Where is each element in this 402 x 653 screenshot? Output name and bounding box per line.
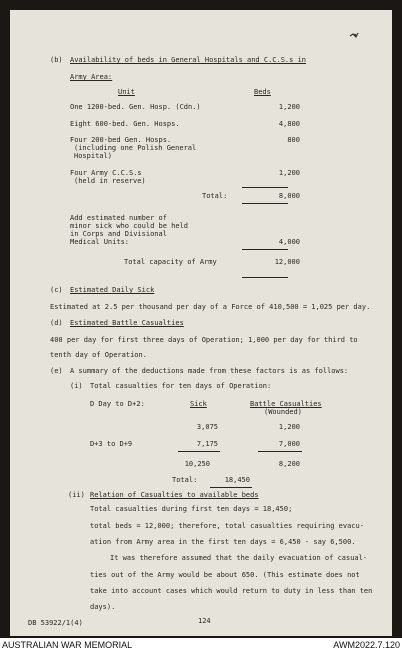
sub-i-label: (i) — [70, 382, 83, 390]
section-c-text: Estimated at 2.5 per thousand per day of a Force of 410,500 = 1,025 per day. — [50, 303, 371, 311]
page-number: 124 — [198, 617, 211, 625]
casualties-total-label: Total: — [172, 476, 198, 484]
section-d-label: (d) — [50, 319, 63, 327]
para-2-line-1: It was therefore assumed that the daily evacuation of casual- — [110, 554, 368, 562]
unit-row-3: Four 200-bed Gen. Hosps. — [70, 136, 172, 144]
col-beds-header: Beds — [254, 88, 271, 96]
section-b-heading: Availability of beds in General Hospitals and C.C.S.s in — [70, 56, 307, 64]
divider — [210, 487, 252, 488]
divider — [242, 249, 288, 250]
section-d-line-1: 400 per day for first three days of Operation; 1,000 per day for third to — [50, 336, 358, 344]
divider — [242, 277, 288, 278]
unit-row-2: Eight 600-bed. Gen. Hosps. — [70, 120, 180, 128]
total-label: Total: — [202, 192, 228, 200]
para-2-line-3: take into account cases which would return to duty in less than ten — [90, 587, 373, 595]
unit-row-3-line3: Hospital) — [74, 152, 112, 160]
archive-footer — [0, 638, 402, 653]
beds-row-3: 800 — [287, 136, 300, 144]
section-b-label: (b) — [50, 56, 63, 64]
col-unit-header: Unit — [118, 88, 135, 96]
sum-battle: 8,200 — [278, 460, 300, 468]
unit-row-4: Four Army C.C.S.s — [70, 169, 142, 177]
para-1-line-1: Total casualties during first ten days = 18,450; — [90, 505, 293, 513]
total-value: 8,000 — [278, 192, 300, 200]
add-line-2: minor sick who could be held — [70, 222, 189, 230]
sub-i-text: Total casualties for ten days of Operation: — [90, 382, 272, 390]
add-line-4: Medical Units: — [70, 238, 130, 246]
period-2-sick: 7,175 — [196, 440, 218, 448]
divider — [242, 203, 288, 204]
document-page — [10, 10, 392, 636]
ink-mark-icon — [348, 30, 360, 40]
beds-row-1: 1,200 — [278, 103, 300, 111]
col-battle-subheader: (Wounded) — [264, 408, 302, 416]
archive-reference: AWM2022.7.120 — [333, 640, 400, 650]
section-c-label: (c) — [50, 286, 63, 294]
document-reference: DB 53922/1(4) — [28, 619, 83, 627]
sub-ii-heading: Relation of Casualties to available beds — [90, 491, 259, 499]
section-b-heading-2: Army Area: — [70, 73, 113, 81]
section-e-intro: A summary of the deductions made from these factors is as follows: — [70, 367, 349, 375]
capacity-label: Total capacity of Army — [124, 258, 217, 266]
para-1-line-2: total beds = 12,000; therefore, total casualties requiring evacu- — [90, 522, 364, 530]
para-1-line-3: ation from Army area in the first ten days = 6,450 - say 6,500. — [90, 538, 356, 546]
unit-row-1: One 1200-bed. Gen. Hosp. (Cdn.) — [70, 103, 201, 111]
sub-ii-label: (ii) — [68, 491, 85, 499]
add-line-3: in Corps and Divisional — [70, 230, 167, 238]
period-2-battle: 7,000 — [278, 440, 300, 448]
casualties-total-value: 18,450 — [224, 476, 250, 484]
period-1-label: D Day to D+2: — [90, 400, 145, 408]
divider — [178, 451, 220, 452]
col-battle-header: Battle Casualties — [250, 400, 322, 408]
beds-row-2: 4,800 — [278, 120, 300, 128]
add-line-1: Add estimated number of — [70, 214, 167, 222]
divider — [258, 451, 302, 452]
para-2-line-4: days). — [90, 603, 116, 611]
period-1-sick: 3,075 — [196, 423, 218, 431]
period-2-label: D+3 to D+9 — [90, 440, 133, 448]
section-c-heading: Estimated Daily Sick — [70, 286, 155, 294]
para-2-line-2: ties out of the Army would be about 650. (This estimate does not — [90, 571, 360, 579]
capacity-value: 12,000 — [274, 258, 300, 266]
unit-row-4-line2: (held in reserve) — [74, 177, 146, 185]
col-sick-header: Sick — [190, 400, 207, 408]
unit-row-3-line2: (including one Polish General — [74, 144, 197, 152]
divider — [242, 187, 288, 188]
period-1-battle: 1,200 — [278, 423, 300, 431]
beds-row-4: 1,200 — [278, 169, 300, 177]
section-d-heading: Estimated Battle Casualties — [70, 319, 184, 327]
archive-name: AUSTRALIAN WAR MEMORIAL — [2, 640, 133, 650]
section-d-line-2: tenth day of Operation. — [50, 351, 147, 359]
add-value: 4,000 — [278, 238, 300, 246]
sum-sick: 10,250 — [184, 460, 210, 468]
section-e-label: (e) — [50, 367, 63, 375]
